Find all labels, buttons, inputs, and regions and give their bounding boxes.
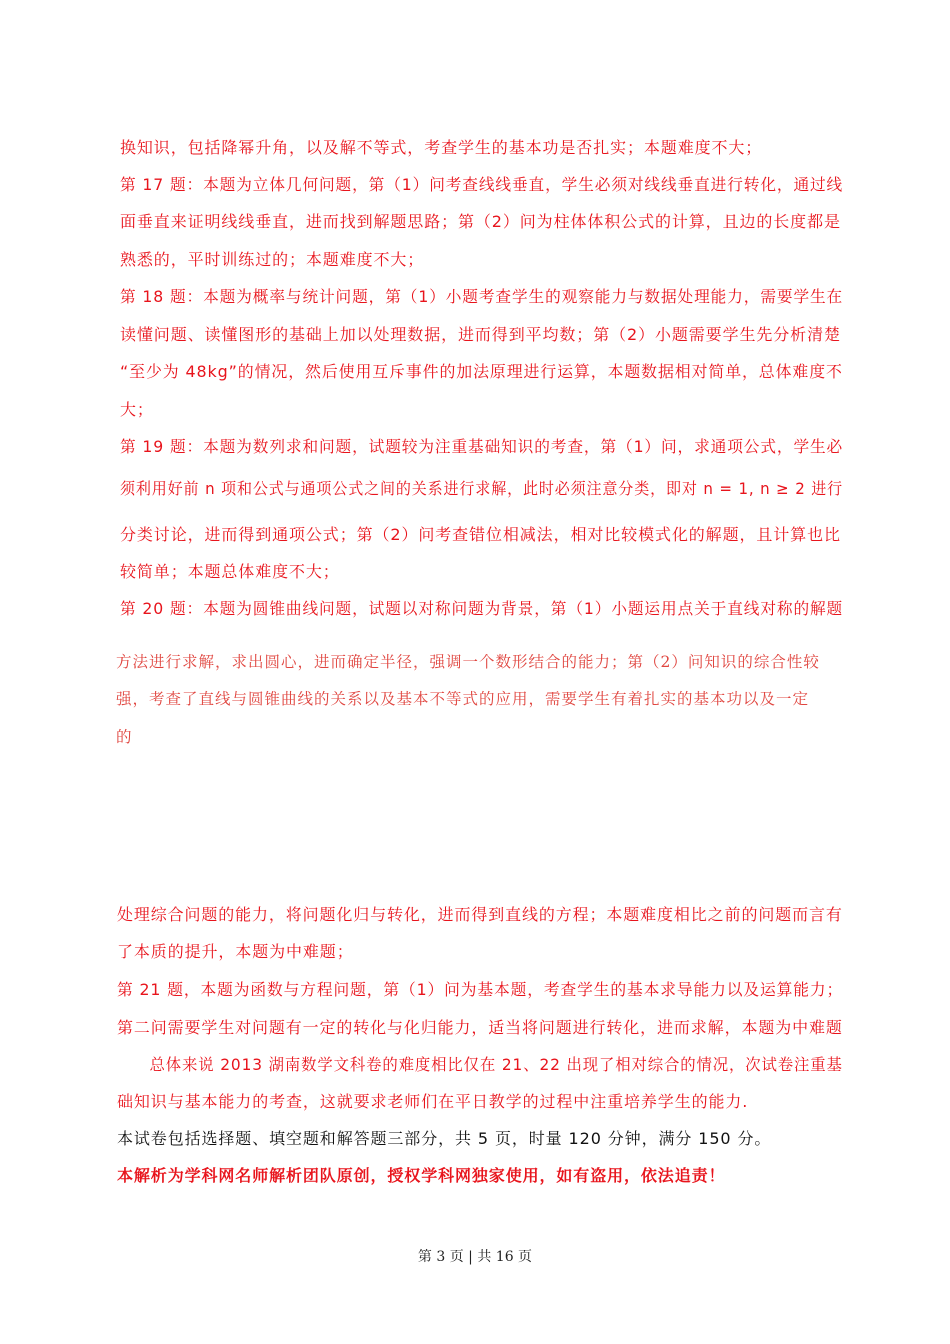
paragraph-line: 处理综合问题的能力，将问题化归与转化，进而得到直线的方程；本题难度相比之前的问题而言有: [117, 905, 843, 924]
paragraph-line: 大；: [120, 400, 154, 419]
paragraph-line: 读懂问题、读懂图形的基础上加以处理数据，进而得到平均数；第（2）小题需要学生先分析清楚: [120, 325, 841, 344]
paragraph-line: 换知识，包括降幂升角，以及解不等式，考查学生的基本功是否扎实；本题难度不大；: [120, 138, 763, 157]
paragraph-line: 础知识与基本能力的考查，这就要求老师们在平日教学的过程中注重培养学生的能力.: [117, 1092, 749, 1111]
paragraph-line: 第 18 题：本题为概率与统计问题，第（1）小题考查学生的观察能力与数据处理能力，需要学生在: [120, 287, 844, 306]
exam-info: 本试卷包括选择题、填空题和解答题三部分，共 5 页，时量 120 分钟，满分 150 分。: [117, 1129, 772, 1148]
copyright-notice: 本解析为学科网名师解析团队原创，授权学科网独家使用，如有盗用，依法追责！: [117, 1166, 726, 1185]
paragraph-line: 方法进行求解，求出圆心，进而确定半径，强调一个数形结合的能力；第（2）问知识的综合性较: [116, 653, 820, 671]
paragraph-line: 第 20 题：本题为圆锥曲线问题，试题以对称问题为背景，第（1）小题运用点关于直线对称的解题: [120, 599, 844, 618]
paragraph-line: 第二问需要学生对问题有一定的转化与化归能力，适当将问题进行转化，进而求解，本题为中难题: [117, 1018, 843, 1037]
paragraph-line: “至少为 48kg”的情况，然后使用互斥事件的加法原理进行运算，本题数据相对简单，总体难度不: [120, 362, 843, 381]
paragraph-line: 较简单；本题总体难度不大；: [120, 562, 340, 581]
paragraph-line: 总体来说 2013 湖南数学文科卷的难度相比仅在 21、22 出现了相对综合的情况，次试卷注重基: [117, 1055, 843, 1074]
paragraph-line: 熟悉的，平时训练过的；本题难度不大；: [120, 250, 425, 269]
page-footer: 第 3 页 | 共 16 页: [417, 1249, 533, 1265]
paragraph-line: 的: [116, 728, 133, 746]
paragraph-line: 须利用好前 n 项和公式与通项公式之间的关系进行求解，此时必须注意分类，即对 n = 1, n ≥ 2 进行: [120, 479, 844, 498]
paragraph-line: 第 21 题，本题为函数与方程问题，第（1）问为基本题，考查学生的基本求导能力以及运算能力；: [117, 980, 844, 999]
paragraph-line: 第 17 题：本题为立体几何问题，第（1）问考查线线垂直，学生必须对线线垂直进行转化，通过线: [120, 175, 844, 194]
paragraph-line: 了本质的提升，本题为中难题；: [117, 942, 354, 961]
paragraph-line: 第 19 题：本题为数列求和问题，试题较为注重基础知识的考查，第（1）问，求通项公式，学生必: [120, 437, 844, 456]
paragraph-line: 分类讨论，进而得到通项公式；第（2）问考查错位相减法，相对比较模式化的解题，且计算也比: [120, 525, 841, 544]
paragraph-line: 强，考查了直线与圆锥曲线的关系以及基本不等式的应用，需要学生有着扎实的基本功以及一定: [116, 690, 810, 708]
paragraph-line: 面垂直来证明线线垂直，进而找到解题思路；第（2）问为柱体体积公式的计算，且边的长度都是: [120, 212, 841, 231]
